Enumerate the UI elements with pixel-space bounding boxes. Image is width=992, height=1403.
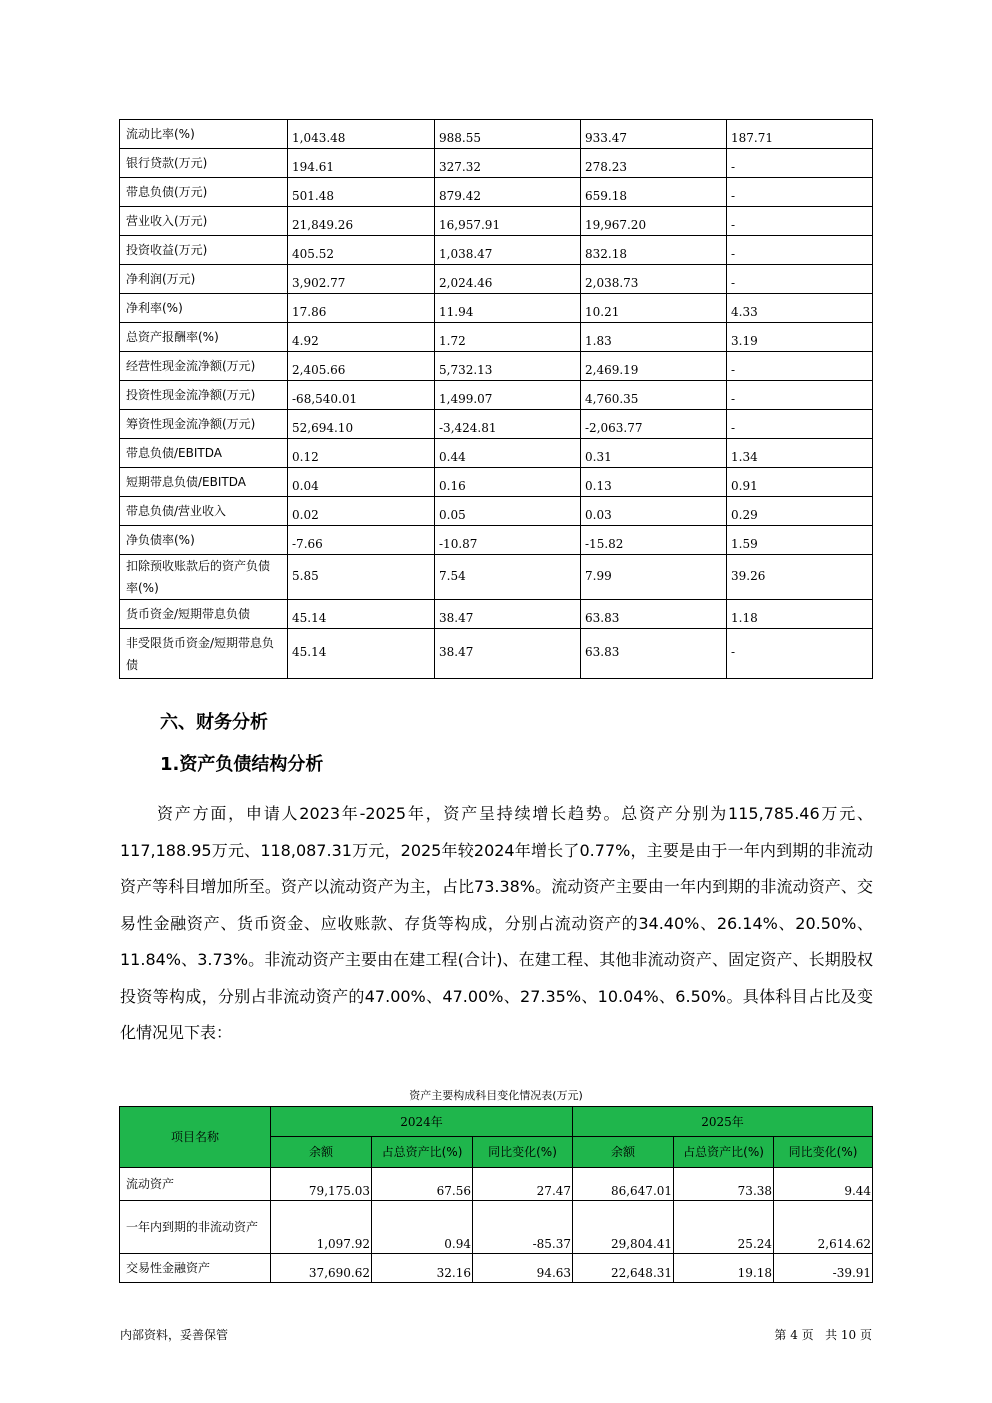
yoy-header: 同比变化(%) [473, 1137, 573, 1168]
asset-label: 流动资产 [120, 1168, 271, 1201]
metric-value: 0.91 [727, 468, 873, 497]
metric-label: 带息负债/营业收入 [120, 497, 288, 526]
metric-value: 1,043.48 [288, 120, 435, 149]
metric-label: 带息负债/EBITDA [120, 439, 288, 468]
asset-value: 1,097.92 [271, 1201, 372, 1254]
metrics-row [120, 555, 873, 600]
metric-value: 2,038.73 [581, 265, 727, 294]
metric-value: 327.32 [435, 149, 581, 178]
asset-value: 19.18 [674, 1254, 774, 1283]
ratio-header: 占总资产比(%) [674, 1137, 774, 1168]
yoy-header: 同比变化(%) [774, 1137, 873, 1168]
metrics-row [120, 294, 873, 323]
metric-value: - [727, 178, 873, 207]
asset-value: 25.24 [674, 1201, 774, 1254]
metric-value: 0.31 [581, 439, 727, 468]
metric-value: - [727, 629, 873, 679]
metric-value: 4,760.35 [581, 381, 727, 410]
asset-value: 9.44 [774, 1168, 873, 1201]
page-number: 第 4 页 共 10 页 [774, 1328, 872, 1342]
footer-confidential: 内部资料，妥善保管 [120, 1328, 229, 1342]
asset-value: 37,690.62 [271, 1254, 372, 1283]
metric-value: 3.19 [727, 323, 873, 352]
metric-value: 2,024.46 [435, 265, 581, 294]
asset-label: 一年内到期的非流动资产 [120, 1201, 271, 1254]
metric-value: 63.83 [581, 600, 727, 629]
metric-value: - [727, 207, 873, 236]
metric-label: 总资产报酬率(%) [120, 323, 288, 352]
metric-value: 501.48 [288, 178, 435, 207]
metric-value: - [727, 236, 873, 265]
metrics-row [120, 600, 873, 629]
asset-value: 27.47 [473, 1168, 573, 1201]
metric-value: 0.13 [581, 468, 727, 497]
metric-value: 11.94 [435, 294, 581, 323]
balance-header: 余额 [573, 1137, 674, 1168]
metric-value: 0.04 [288, 468, 435, 497]
metric-value: 17.86 [288, 294, 435, 323]
metric-value: - [727, 149, 873, 178]
item-name-header: 项目名称 [120, 1107, 271, 1168]
metric-value: -3,424.81 [435, 410, 581, 439]
metric-value: 1.59 [727, 526, 873, 555]
metric-value: -15.82 [581, 526, 727, 555]
metric-value: 45.14 [288, 629, 435, 679]
metrics-row [120, 410, 873, 439]
metric-value: 3,902.77 [288, 265, 435, 294]
metric-label: 净利率(%) [120, 294, 288, 323]
metric-value: 2,405.66 [288, 352, 435, 381]
year-header-2024: 2024年 [271, 1107, 573, 1137]
asset-value: 29,804.41 [573, 1201, 674, 1254]
ratio-header: 占总资产比(%) [372, 1137, 473, 1168]
asset-value: -39.91 [774, 1254, 873, 1283]
metric-value: - [727, 381, 873, 410]
metric-label: 短期带息负债/EBITDA [120, 468, 288, 497]
metric-value: 988.55 [435, 120, 581, 149]
metrics-row [120, 352, 873, 381]
metric-value: 879.42 [435, 178, 581, 207]
metric-value: -10.87 [435, 526, 581, 555]
asset-value: 73.38 [674, 1168, 774, 1201]
metric-label: 流动比率(%) [120, 120, 288, 149]
metric-value: 52,694.10 [288, 410, 435, 439]
asset-value: -85.37 [473, 1201, 573, 1254]
metric-label: 银行贷款(万元) [120, 149, 288, 178]
analysis-paragraph: 资产方面，申请人2023年-2025年，资产呈持续增长趋势。总资产分别为115,785.46万元、117,188.95万元、118,087.31万元，2025年较2024年增长了0.77%，主要是由于一年内到期的非流动资产等科目增加所至。资产以流动资产为主，占比73.38%。流动资产主要由一年内到期的非流动资产、交易性金融资产、货币资金、应收账款、存货等构成，分别占流动资产的34.40%、26.14%、20.50%、11.84%、3.73%。非流动资产主要由在建工程(合计)、在建工程、其他非流动资产、固定资产、长期股权投资等构成，分别占非流动资产的47.00%、47.00%、27.35%、10.04%、6.50%。具体科目占比及变化情况见下表： [120, 804, 873, 1042]
metric-label: 扣除预收账款后的资产负债率(%) [120, 555, 288, 600]
metric-label: 营业收入(万元) [120, 207, 288, 236]
metric-value: 0.12 [288, 439, 435, 468]
metrics-row [120, 497, 873, 526]
metric-value: -7.66 [288, 526, 435, 555]
metric-value: 1.34 [727, 439, 873, 468]
metric-value: 16,957.91 [435, 207, 581, 236]
year-header-2025: 2025年 [573, 1107, 873, 1137]
metric-value: 0.29 [727, 497, 873, 526]
metric-value: 0.02 [288, 497, 435, 526]
metric-value: -2,063.77 [581, 410, 727, 439]
metric-value: 1,038.47 [435, 236, 581, 265]
section-heading: 六、财务分析 [160, 712, 268, 733]
metrics-row [120, 629, 873, 679]
metric-value: 1.83 [581, 323, 727, 352]
asset-row [120, 1201, 873, 1254]
metrics-row [120, 381, 873, 410]
metric-value: 1.18 [727, 600, 873, 629]
metric-value: 0.16 [435, 468, 581, 497]
metrics-row [120, 178, 873, 207]
metric-value: 278.23 [581, 149, 727, 178]
asset-value: 22,648.31 [573, 1254, 674, 1283]
metrics-row [120, 439, 873, 468]
asset-value: 67.56 [372, 1168, 473, 1201]
metric-value: 5,732.13 [435, 352, 581, 381]
asset-value: 2,614.62 [774, 1201, 873, 1254]
asset-value: 94.63 [473, 1254, 573, 1283]
asset-composition-table [119, 1106, 873, 1283]
metric-label: 带息负债(万元) [120, 178, 288, 207]
metric-value: 2,469.19 [581, 352, 727, 381]
asset-row [120, 1254, 873, 1283]
asset-value: 32.16 [372, 1254, 473, 1283]
metric-value: 405.52 [288, 236, 435, 265]
metric-value: - [727, 410, 873, 439]
metric-value: 7.54 [435, 555, 581, 600]
metric-value: 7.99 [581, 555, 727, 600]
balance-header: 余额 [271, 1137, 372, 1168]
metric-value: 5.85 [288, 555, 435, 600]
section-subheading: 1.资产负债结构分析 [160, 754, 324, 775]
metrics-row [120, 265, 873, 294]
metric-value: 63.83 [581, 629, 727, 679]
metric-value: 187.71 [727, 120, 873, 149]
metric-label: 货币资金/短期带息负债 [120, 600, 288, 629]
metrics-row [120, 236, 873, 265]
metric-label: 投资性现金流净额(万元) [120, 381, 288, 410]
metric-label: 非受限货币资金/短期带息负债 [120, 629, 288, 679]
metric-value: -68,540.01 [288, 381, 435, 410]
metric-value: 832.18 [581, 236, 727, 265]
metric-value: 4.33 [727, 294, 873, 323]
metric-label: 投资收益(万元) [120, 236, 288, 265]
metric-label: 净负债率(%) [120, 526, 288, 555]
metric-label: 经营性现金流净额(万元) [120, 352, 288, 381]
metric-value: 194.61 [288, 149, 435, 178]
metrics-row [120, 120, 873, 149]
metric-value: 4.92 [288, 323, 435, 352]
metric-value: 39.26 [727, 555, 873, 600]
metric-value: 659.18 [581, 178, 727, 207]
asset-value: 86,647.01 [573, 1168, 674, 1201]
metric-label: 净利润(万元) [120, 265, 288, 294]
metric-value: 10.21 [581, 294, 727, 323]
metric-value: 1.72 [435, 323, 581, 352]
metric-label: 筹资性现金流净额(万元) [120, 410, 288, 439]
asset-value: 79,175.03 [271, 1168, 372, 1201]
table-caption: 资产主要构成科目变化情况表(万元) [409, 1089, 583, 1102]
metric-value: - [727, 265, 873, 294]
metric-value: 19,967.20 [581, 207, 727, 236]
metric-value: 933.47 [581, 120, 727, 149]
metrics-row [120, 468, 873, 497]
metrics-row [120, 526, 873, 555]
metric-value: 0.03 [581, 497, 727, 526]
metrics-row [120, 207, 873, 236]
metric-value: 38.47 [435, 629, 581, 679]
asset-row [120, 1168, 873, 1201]
asset-label: 交易性金融资产 [120, 1254, 271, 1283]
metric-value: 1,499.07 [435, 381, 581, 410]
metric-value: 38.47 [435, 600, 581, 629]
asset-value: 0.94 [372, 1201, 473, 1254]
metric-value: 0.44 [435, 439, 581, 468]
metric-value: 21,849.26 [288, 207, 435, 236]
financial-metrics-table [119, 119, 873, 679]
metrics-row [120, 323, 873, 352]
metric-value: 45.14 [288, 600, 435, 629]
metrics-row [120, 149, 873, 178]
metric-value: 0.05 [435, 497, 581, 526]
metric-value: - [727, 352, 873, 381]
